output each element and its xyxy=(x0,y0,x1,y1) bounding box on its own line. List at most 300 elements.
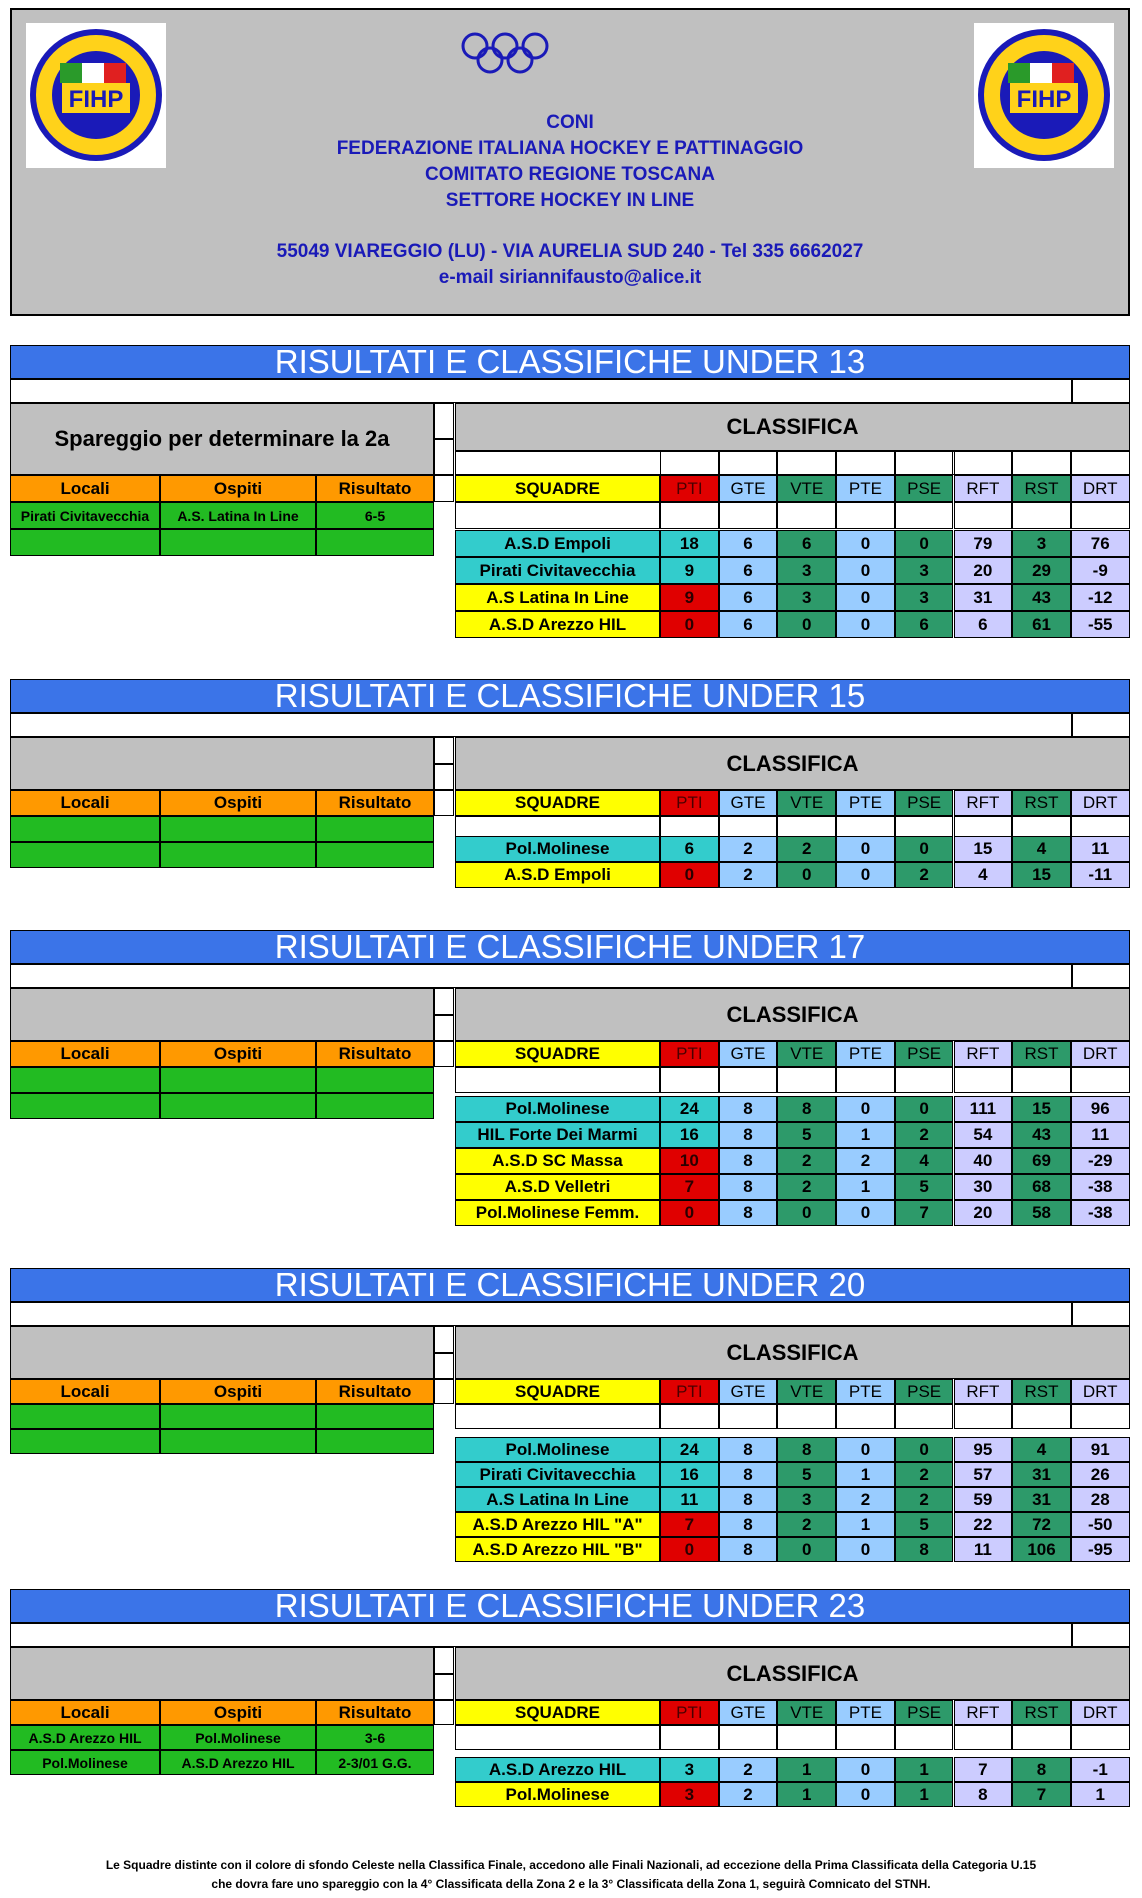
header-line-federazione: FEDERAZIONE ITALIANA HOCKEY E PATTINAGGIO xyxy=(336,138,804,159)
blank-row xyxy=(10,713,1072,737)
standing-stat: 6 xyxy=(777,530,836,557)
standing-stat: 91 xyxy=(1071,1437,1130,1462)
standing-team: A.S.D Arezzo HIL "B" xyxy=(455,1537,660,1562)
standing-stat: 1 xyxy=(836,1174,895,1200)
standing-stat: 0 xyxy=(836,1782,895,1807)
spacer-cell xyxy=(434,1647,454,1674)
standing-stat: 2 xyxy=(719,1757,778,1782)
standing-stat: 1 xyxy=(895,1782,954,1807)
classifica-title: CLASSIFICA xyxy=(455,737,1130,790)
col-header-stat: VTE xyxy=(777,1700,836,1725)
game-result xyxy=(316,529,434,556)
col-header-stat: PTI xyxy=(660,790,719,816)
standing-team: HIL Forte Dei Marmi xyxy=(455,1122,660,1148)
standing-stat: 3 xyxy=(777,557,836,584)
standing-stat: 58 xyxy=(1012,1200,1071,1226)
game-away-team: Pol.Molinese xyxy=(160,1725,316,1750)
col-header-stat: PTI xyxy=(660,1379,719,1404)
col-header-stat: PSE xyxy=(895,1041,954,1067)
standing-team: Pol.Molinese xyxy=(455,1096,660,1122)
col-header-ospiti: Ospiti xyxy=(160,1700,316,1725)
standing-stat: 8 xyxy=(1012,1757,1071,1782)
classifica-title: CLASSIFICA xyxy=(455,403,1130,451)
standing-stat: 9 xyxy=(660,584,719,611)
standing-stat: 0 xyxy=(660,862,719,888)
classifica-title: CLASSIFICA xyxy=(455,1647,1130,1700)
standing-stat: 20 xyxy=(954,1200,1013,1226)
col-header-stat: DRT xyxy=(1071,1379,1130,1404)
col-header-stat: PTE xyxy=(836,475,895,502)
col-header-stat: PTE xyxy=(836,1041,895,1067)
blank-cell xyxy=(1071,1067,1130,1093)
header-line-email: e-mail siriannifausto@alice.it xyxy=(438,267,702,288)
standing-stat: 0 xyxy=(836,1537,895,1562)
col-header-stat: GTE xyxy=(719,475,778,502)
game-result xyxy=(316,1404,434,1429)
standing-stat: 6 xyxy=(719,557,778,584)
standing-stat: 9 xyxy=(660,557,719,584)
blank-cell xyxy=(660,1404,719,1429)
standing-team: Pol.Molinese Femm. xyxy=(455,1200,660,1226)
standing-stat: -38 xyxy=(1071,1200,1130,1226)
game-home-team: Pirati Civitavecchia xyxy=(10,502,160,529)
col-header-stat: DRT xyxy=(1071,475,1130,502)
blank-row xyxy=(10,379,1072,403)
standing-stat: 0 xyxy=(836,862,895,888)
standing-stat: 61 xyxy=(1012,611,1071,638)
olympic-rings-icon xyxy=(460,30,550,83)
spacer-cell xyxy=(434,988,454,1015)
header-line-settore: SETTORE HOCKEY IN LINE xyxy=(445,190,695,211)
section-title: RISULTATI E CLASSIFICHE UNDER 20 xyxy=(10,1268,1130,1302)
game-result xyxy=(316,842,434,868)
col-header-stat: PSE xyxy=(895,475,954,502)
standing-stat: 4 xyxy=(954,862,1013,888)
games-title xyxy=(10,988,434,1041)
game-home-team xyxy=(10,842,160,868)
blank-row-end xyxy=(1072,713,1130,737)
col-header-stat: DRT xyxy=(1071,790,1130,816)
standing-stat: 6 xyxy=(895,611,954,638)
standing-team: A.S.D Empoli xyxy=(455,530,660,557)
games-title xyxy=(10,737,434,790)
standing-stat: 0 xyxy=(836,1200,895,1226)
col-header-locali: Locali xyxy=(10,1041,160,1067)
standing-stat: 8 xyxy=(719,1174,778,1200)
spacer-cell xyxy=(434,1700,454,1725)
blank-cell xyxy=(895,502,954,529)
blank-cell xyxy=(836,502,895,529)
standing-stat: -29 xyxy=(1071,1148,1130,1174)
col-header-ospiti: Ospiti xyxy=(160,475,316,502)
standing-team: A.S Latina In Line xyxy=(455,584,660,611)
col-header-stat: RFT xyxy=(954,1041,1013,1067)
standing-stat: 11 xyxy=(954,1537,1013,1562)
standing-stat: 7 xyxy=(1012,1782,1071,1807)
blank-row xyxy=(455,1404,660,1429)
col-header-risultato: Risultato xyxy=(316,1700,434,1725)
standing-stat: 57 xyxy=(954,1462,1013,1487)
standing-stat: 0 xyxy=(836,557,895,584)
standing-stat: 8 xyxy=(719,1122,778,1148)
col-header-stat: PSE xyxy=(895,790,954,816)
standing-stat: 18 xyxy=(660,530,719,557)
standing-team: Pirati Civitavecchia xyxy=(455,557,660,584)
standing-stat: 16 xyxy=(660,1462,719,1487)
standing-stat: 8 xyxy=(719,1537,778,1562)
standing-stat: 8 xyxy=(719,1512,778,1537)
standing-stat: 8 xyxy=(777,1096,836,1122)
col-header-locali: Locali xyxy=(10,790,160,816)
game-result xyxy=(316,1067,434,1093)
standing-stat: 6 xyxy=(954,611,1013,638)
standing-stat: 11 xyxy=(1071,836,1130,862)
standing-stat: 3 xyxy=(777,1487,836,1512)
standing-team: A.S Latina In Line xyxy=(455,1487,660,1512)
standing-stat: 7 xyxy=(895,1200,954,1226)
blank-cell xyxy=(777,502,836,529)
col-header-stat: PTI xyxy=(660,1700,719,1725)
standing-stat: 20 xyxy=(954,557,1013,584)
standing-stat: 1 xyxy=(836,1512,895,1537)
col-header-risultato: Risultato xyxy=(316,475,434,502)
blank-row xyxy=(10,964,1072,988)
standing-stat: 8 xyxy=(719,1148,778,1174)
col-header-ospiti: Ospiti xyxy=(160,1041,316,1067)
standing-stat: -9 xyxy=(1071,557,1130,584)
spacer-cell xyxy=(434,790,454,816)
standing-stat: 96 xyxy=(1071,1096,1130,1122)
blank-cell xyxy=(1071,1725,1130,1750)
blank-cell xyxy=(1071,502,1130,529)
col-header-stat: RST xyxy=(1012,790,1071,816)
blank-cell xyxy=(1012,502,1071,529)
col-header-squadre: SQUADRE xyxy=(455,475,660,502)
col-header-stat: GTE xyxy=(719,790,778,816)
standing-stat: 95 xyxy=(954,1437,1013,1462)
standing-stat: 0 xyxy=(660,1537,719,1562)
blank-cell xyxy=(836,1725,895,1750)
standing-stat: 0 xyxy=(836,584,895,611)
standing-stat: 2 xyxy=(719,836,778,862)
col-header-risultato: Risultato xyxy=(316,790,434,816)
standing-stat: 1 xyxy=(777,1757,836,1782)
standing-stat: 15 xyxy=(1012,1096,1071,1122)
header-box xyxy=(10,8,1130,316)
standing-team: A.S.D SC Massa xyxy=(455,1148,660,1174)
game-home-team xyxy=(10,1404,160,1429)
standing-stat: 111 xyxy=(954,1096,1013,1122)
standing-team: A.S.D Arezzo HIL xyxy=(455,1757,660,1782)
standing-stat: 10 xyxy=(660,1148,719,1174)
blank-cell xyxy=(1012,1067,1071,1093)
game-result xyxy=(316,816,434,842)
standing-stat: 2 xyxy=(777,1512,836,1537)
standing-team: A.S.D Velletri xyxy=(455,1174,660,1200)
col-header-stat: PSE xyxy=(895,1379,954,1404)
standing-stat: 0 xyxy=(777,1200,836,1226)
standing-stat: 22 xyxy=(954,1512,1013,1537)
standing-stat: 8 xyxy=(719,1462,778,1487)
games-title xyxy=(10,1326,434,1379)
col-header-stat: PTE xyxy=(836,1700,895,1725)
standing-stat: 1 xyxy=(895,1757,954,1782)
blank-cell xyxy=(1071,451,1130,475)
standing-stat: 54 xyxy=(954,1122,1013,1148)
blank-cell xyxy=(777,1725,836,1750)
game-home-team: Pol.Molinese xyxy=(10,1750,160,1775)
standing-stat: 3 xyxy=(660,1757,719,1782)
blank-cell xyxy=(836,451,895,475)
game-result: 6-5 xyxy=(316,502,434,529)
standing-stat: 0 xyxy=(895,1096,954,1122)
col-header-stat: RFT xyxy=(954,1700,1013,1725)
standing-stat: 24 xyxy=(660,1096,719,1122)
standing-stat: 8 xyxy=(777,1437,836,1462)
spacer-cell xyxy=(434,1041,454,1067)
standing-stat: 79 xyxy=(954,530,1013,557)
standing-stat: 31 xyxy=(1012,1487,1071,1512)
blank-cell xyxy=(719,451,778,475)
game-home-team xyxy=(10,1429,160,1454)
col-header-ospiti: Ospiti xyxy=(160,790,316,816)
section-title: RISULTATI E CLASSIFICHE UNDER 13 xyxy=(10,345,1130,379)
standing-stat: 0 xyxy=(660,1200,719,1226)
standing-stat: 2 xyxy=(895,862,954,888)
blank-cell xyxy=(777,451,836,475)
standing-stat: 3 xyxy=(1012,530,1071,557)
blank-cell xyxy=(719,502,778,529)
col-header-risultato: Risultato xyxy=(316,1379,434,1404)
blank-cell xyxy=(660,502,719,529)
game-away-team: A.S. Latina In Line xyxy=(160,502,316,529)
standing-stat: 6 xyxy=(719,611,778,638)
standing-team: Pirati Civitavecchia xyxy=(455,1462,660,1487)
blank-cell xyxy=(1012,451,1071,475)
header-line-comitato: COMITATO REGIONE TOSCANA xyxy=(425,164,715,185)
standing-stat: -12 xyxy=(1071,584,1130,611)
blank-cell xyxy=(836,1067,895,1093)
game-away-team xyxy=(160,529,316,556)
standing-stat: 2 xyxy=(895,1487,954,1512)
section-title: RISULTATI E CLASSIFICHE UNDER 23 xyxy=(10,1589,1130,1623)
col-header-stat: VTE xyxy=(777,790,836,816)
standing-stat: 8 xyxy=(954,1782,1013,1807)
standing-team: Pol.Molinese xyxy=(455,1782,660,1807)
standing-stat: 7 xyxy=(954,1757,1013,1782)
svg-text:FIHP: FIHP xyxy=(1016,86,1072,113)
col-header-squadre: SQUADRE xyxy=(455,1041,660,1067)
col-header-squadre: SQUADRE xyxy=(455,790,660,816)
standing-stat: 0 xyxy=(836,1437,895,1462)
blank-row-end xyxy=(1072,1302,1130,1326)
blank-cell xyxy=(719,1067,778,1093)
blank-cell xyxy=(954,1725,1013,1750)
standing-stat: 4 xyxy=(895,1148,954,1174)
footer-note-line2: che dovra fare uno spareggio con la 4° Classificata della Zona 2 e la 3° Classificata della Zona 1, seguirà Comnicato del STNH. xyxy=(211,1877,931,1891)
standing-stat: 0 xyxy=(895,530,954,557)
standing-team: A.S.D Empoli xyxy=(455,862,660,888)
standing-stat: 5 xyxy=(777,1462,836,1487)
standing-stat: 15 xyxy=(954,836,1013,862)
standing-stat: 76 xyxy=(1071,530,1130,557)
col-header-stat: GTE xyxy=(719,1041,778,1067)
standing-stat: 0 xyxy=(777,1537,836,1562)
section-title: RISULTATI E CLASSIFICHE UNDER 17 xyxy=(10,930,1130,964)
standing-team: A.S.D Arezzo HIL xyxy=(455,611,660,638)
svg-text:FIHP: FIHP xyxy=(68,86,124,113)
col-header-stat: PTI xyxy=(660,1041,719,1067)
standing-stat: -50 xyxy=(1071,1512,1130,1537)
standing-stat: 3 xyxy=(777,584,836,611)
col-header-stat: RFT xyxy=(954,790,1013,816)
standing-stat: 0 xyxy=(777,862,836,888)
blank-row xyxy=(10,1623,1072,1647)
standing-stat: 1 xyxy=(777,1782,836,1807)
col-header-stat: GTE xyxy=(719,1700,778,1725)
col-header-stat: VTE xyxy=(777,1041,836,1067)
standing-stat: 2 xyxy=(895,1122,954,1148)
standing-stat: 2 xyxy=(719,862,778,888)
standing-stat: 1 xyxy=(1071,1782,1130,1807)
standing-stat: 8 xyxy=(719,1487,778,1512)
game-home-team xyxy=(10,816,160,842)
col-header-risultato: Risultato xyxy=(316,1041,434,1067)
blank-cell xyxy=(660,1725,719,1750)
game-result: 3-6 xyxy=(316,1725,434,1750)
games-title: Spareggio per determinare la 2a xyxy=(10,403,434,475)
spacer-cell xyxy=(434,403,454,439)
blank-cell xyxy=(954,451,1013,475)
standing-stat: 2 xyxy=(777,1174,836,1200)
col-header-stat: VTE xyxy=(777,475,836,502)
standing-stat: 24 xyxy=(660,1437,719,1462)
col-header-squadre: SQUADRE xyxy=(455,1700,660,1725)
col-header-locali: Locali xyxy=(10,1700,160,1725)
blank-cell xyxy=(895,451,954,475)
blank-cell xyxy=(1012,1725,1071,1750)
spacer-cell xyxy=(434,1353,454,1380)
standing-stat: 8 xyxy=(719,1200,778,1226)
blank-cell xyxy=(660,451,719,475)
standing-stat: 2 xyxy=(836,1148,895,1174)
classifica-title: CLASSIFICA xyxy=(455,1326,1130,1379)
standing-stat: 0 xyxy=(836,611,895,638)
standing-stat: 3 xyxy=(895,584,954,611)
standing-stat: -95 xyxy=(1071,1537,1130,1562)
standing-stat: 0 xyxy=(836,530,895,557)
standing-stat: 31 xyxy=(954,584,1013,611)
blank-cell xyxy=(954,502,1013,529)
blank-cell xyxy=(895,1725,954,1750)
standing-stat: 28 xyxy=(1071,1487,1130,1512)
game-away-team xyxy=(160,816,316,842)
col-header-stat: PTE xyxy=(836,790,895,816)
game-result: 2-3/01 G.G. xyxy=(316,1750,434,1775)
game-result xyxy=(316,1093,434,1119)
standing-stat: 0 xyxy=(777,611,836,638)
col-header-ospiti: Ospiti xyxy=(160,1379,316,1404)
standing-stat: 3 xyxy=(895,557,954,584)
games-title xyxy=(10,1647,434,1700)
spacer-cell xyxy=(434,1674,454,1701)
spacer-cell xyxy=(434,1015,454,1042)
standing-stat: 0 xyxy=(836,836,895,862)
standing-stat: 72 xyxy=(1012,1512,1071,1537)
standing-stat: 0 xyxy=(895,836,954,862)
col-header-stat: GTE xyxy=(719,1379,778,1404)
blank-cell xyxy=(895,1067,954,1093)
blank-row-end xyxy=(1072,379,1130,403)
game-home-team xyxy=(10,529,160,556)
game-away-team: A.S.D Arezzo HIL xyxy=(160,1750,316,1775)
standing-team: Pol.Molinese xyxy=(455,1437,660,1462)
standing-stat: 4 xyxy=(1012,836,1071,862)
standing-stat: 0 xyxy=(836,1757,895,1782)
standing-stat: 4 xyxy=(1012,1437,1071,1462)
standing-stat: 0 xyxy=(660,611,719,638)
standing-team: Pol.Molinese xyxy=(455,836,660,862)
blank-cell xyxy=(836,1404,895,1429)
game-away-team xyxy=(160,1429,316,1454)
game-home-team xyxy=(10,1067,160,1093)
blank-cell xyxy=(719,1725,778,1750)
standing-stat: 3 xyxy=(660,1782,719,1807)
standing-stat: 0 xyxy=(836,1096,895,1122)
blank-row-end xyxy=(1072,964,1130,988)
standing-stat: 8 xyxy=(895,1537,954,1562)
blank-cell xyxy=(895,1404,954,1429)
standing-stat: 5 xyxy=(895,1174,954,1200)
footer-note-line1: Le Squadre distinte con il colore di sfondo Celeste nella Classifica Finale, accedono alle Finali Nazionali, ad eccezione della Prima Classificata della Categoria U.15 xyxy=(105,1858,1037,1872)
standing-stat: 11 xyxy=(1071,1122,1130,1148)
standing-stat: -55 xyxy=(1071,611,1130,638)
standing-stat: 106 xyxy=(1012,1537,1071,1562)
standing-stat: 2 xyxy=(836,1487,895,1512)
standing-stat: 43 xyxy=(1012,1122,1071,1148)
game-away-team xyxy=(160,842,316,868)
blank-row xyxy=(455,502,660,529)
standing-stat: -1 xyxy=(1071,1757,1130,1782)
standing-stat: 2 xyxy=(777,1148,836,1174)
classifica-title: CLASSIFICA xyxy=(455,988,1130,1041)
blank-cell xyxy=(954,1067,1013,1093)
standing-stat: 40 xyxy=(954,1148,1013,1174)
blank-cell xyxy=(660,1067,719,1093)
spacer-cell xyxy=(434,439,454,475)
col-header-stat: VTE xyxy=(777,1379,836,1404)
game-away-team xyxy=(160,1093,316,1119)
game-home-team xyxy=(10,1093,160,1119)
standing-stat: 8 xyxy=(719,1096,778,1122)
blank-cell xyxy=(777,1067,836,1093)
standing-stat: 31 xyxy=(1012,1462,1071,1487)
section-title: RISULTATI E CLASSIFICHE UNDER 15 xyxy=(10,679,1130,713)
col-header-squadre: SQUADRE xyxy=(455,1379,660,1404)
col-header-stat: RST xyxy=(1012,1041,1071,1067)
game-away-team xyxy=(160,1404,316,1429)
blank-cell xyxy=(954,1404,1013,1429)
standing-stat: 30 xyxy=(954,1174,1013,1200)
standing-stat: 1 xyxy=(836,1122,895,1148)
standing-stat: -38 xyxy=(1071,1174,1130,1200)
col-header-stat: RST xyxy=(1012,475,1071,502)
spacer-cell xyxy=(434,737,454,764)
col-header-locali: Locali xyxy=(10,1379,160,1404)
col-header-stat: PSE xyxy=(895,1700,954,1725)
col-header-stat: RST xyxy=(1012,1379,1071,1404)
standing-stat: 8 xyxy=(719,1437,778,1462)
